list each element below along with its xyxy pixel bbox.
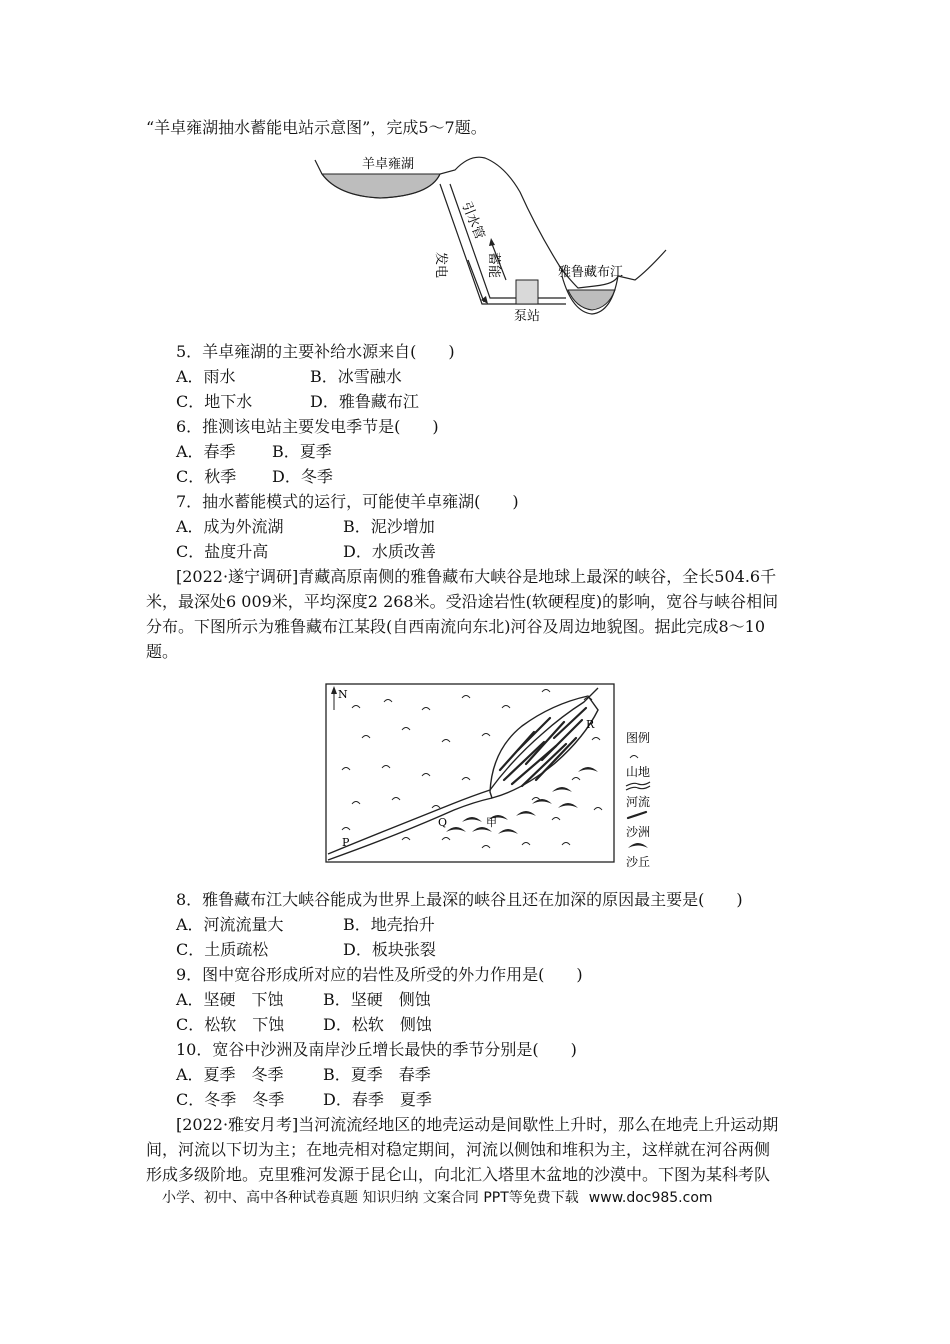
- option: B．夏季 春季: [323, 1065, 431, 1084]
- option: B．冰雪融水: [310, 367, 402, 386]
- option: A．河流流量大: [176, 915, 284, 934]
- question-stem: 5．羊卓雍湖的主要补给水源来自( ): [176, 342, 455, 361]
- river-water: [568, 290, 615, 310]
- pumped-storage-figure: [310, 152, 680, 327]
- option: A．雨水: [176, 367, 236, 386]
- question-stem: 6．推测该电站主要发电季节是( ): [176, 417, 439, 436]
- option: D．松软 侧蚀: [323, 1015, 432, 1034]
- paragraph-line: [2022·遂宁调研]青藏高原南侧的雅鲁藏布大峡谷是地球上最深的峡谷，全长504.6千: [176, 567, 777, 586]
- store-label: 蓄能: [486, 252, 501, 279]
- paragraph-line: 题。: [146, 642, 179, 661]
- gen-label: 发电: [433, 252, 448, 279]
- option: D．板块张裂: [343, 940, 436, 959]
- option: D．雅鲁藏布江: [310, 392, 419, 411]
- paragraph-line: [2022·雅安月考]当河流流经地区的地壳运动是间歇性上升时，那么在地壳上升运动期: [176, 1115, 779, 1134]
- option: C．土质疏松: [176, 940, 269, 959]
- option: A．夏季 冬季: [176, 1065, 284, 1084]
- page-footer: [162, 1188, 713, 1208]
- option: B．坚硬 侧蚀: [323, 990, 431, 1009]
- legend-dune: 沙丘: [626, 855, 651, 869]
- north-label: N: [338, 688, 348, 701]
- option: C．盐度升高: [176, 542, 269, 561]
- footer-url[interactable]: www.doc985.com: [588, 1190, 713, 1206]
- option: C．秋季: [176, 467, 237, 486]
- question-stem: 10．宽谷中沙洲及南岸沙丘增长最快的季节分别是( ): [176, 1040, 577, 1059]
- option: B．地壳抬升: [343, 915, 435, 934]
- option: D．水质改善: [343, 542, 436, 561]
- question-stem: 8．雅鲁藏布江大峡谷能成为世界上最深的峡谷且还在加深的原因最主要是( ): [176, 890, 743, 909]
- question-stem: 9．图中宽谷形成所对应的岩性及所受的外力作用是( ): [176, 965, 583, 984]
- pump-station: [516, 280, 538, 304]
- intro-line: “羊卓雍湖抽水蓄能电站示意图”，完成5～7题。: [146, 118, 487, 137]
- option: B．泥沙增加: [343, 517, 435, 536]
- legend-river: 河流: [626, 795, 651, 809]
- legend-mountain: 山地: [626, 765, 651, 779]
- river-label: 雅鲁藏布江: [558, 265, 624, 280]
- option: C．地下水: [176, 392, 253, 411]
- pipe-label: 引水管: [458, 199, 487, 242]
- question-stem: 7．抽水蓄能模式的运行，可能使羊卓雍湖( ): [176, 492, 519, 511]
- legend-title: 图例: [626, 731, 651, 745]
- option: D．春季 夏季: [323, 1090, 432, 1109]
- lake-label: 羊卓雍湖: [362, 157, 415, 172]
- lake-water: [322, 174, 440, 198]
- option: D．冬季: [272, 467, 333, 486]
- paragraph-line: 米，最深处6 009米，平均深度2 268米。受沿途岩性(软硬程度)的影响，宽谷与峡谷相间: [146, 592, 779, 611]
- option: A．成为外流湖: [176, 517, 284, 536]
- paragraph-line: 间，河流以下切为主；在地壳相对稳定期间，河流以侧蚀和堆积为主，这样就在河谷两侧: [146, 1140, 771, 1159]
- label-p: P: [342, 836, 350, 849]
- option: B．夏季: [272, 442, 332, 461]
- option: C．松软 下蚀: [176, 1015, 285, 1034]
- valley-map-figure: [322, 680, 662, 870]
- footer-text: 小学、初中、高中各种试卷真题 知识归纳 文案合同 PPT等免费下载: [162, 1190, 579, 1206]
- paragraph-line: 形成多级阶地。克里雅河发源于昆仑山，向北汇入塔里木盆地的沙漠中。下图为某科考队: [146, 1165, 771, 1184]
- label-q: Q: [438, 816, 448, 829]
- legend-bar: 沙洲: [626, 825, 651, 839]
- paragraph-line: 分布。下图所示为雅鲁藏布江某段(自西南流向东北)河谷及周边地貌图。据此完成8～10: [146, 617, 766, 636]
- label-r: R: [586, 718, 595, 731]
- option: A．坚硬 下蚀: [176, 990, 284, 1009]
- option: C．冬季 冬季: [176, 1090, 285, 1109]
- option: A．春季: [176, 442, 236, 461]
- label-jia: 甲: [486, 816, 497, 829]
- pump-label: 泵站: [514, 309, 541, 324]
